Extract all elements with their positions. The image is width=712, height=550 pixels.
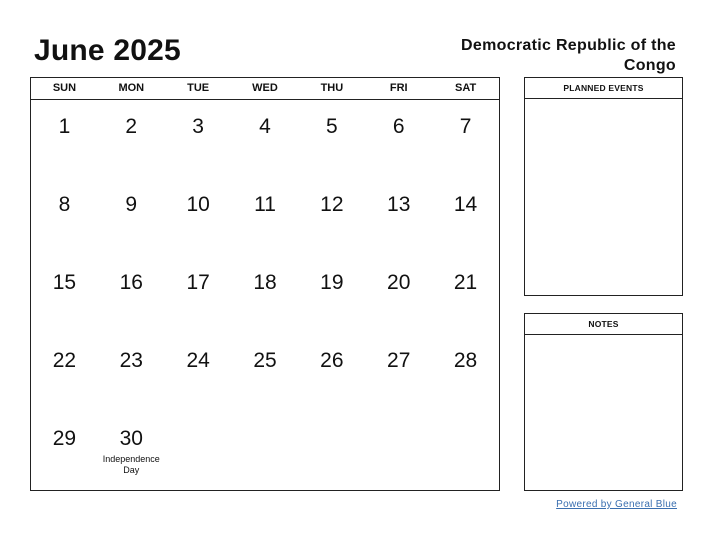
day-number: 16 xyxy=(119,271,143,294)
day-number: 23 xyxy=(119,349,143,372)
day-number: 25 xyxy=(253,349,277,372)
day-number: 8 xyxy=(58,193,71,216)
day-cell xyxy=(365,178,432,256)
weekday-header-row xyxy=(31,78,499,100)
day-number: 12 xyxy=(320,193,344,216)
day-number: 17 xyxy=(186,271,210,294)
day-number: 27 xyxy=(387,349,411,372)
day-number: 15 xyxy=(52,271,77,294)
day-number: 14 xyxy=(453,193,478,216)
day-cell xyxy=(298,334,365,412)
day-cell xyxy=(98,100,165,178)
day-number: 20 xyxy=(387,271,411,294)
day-cell xyxy=(31,412,98,490)
day-number: 19 xyxy=(320,271,344,294)
day-cell xyxy=(165,100,232,178)
day-cell xyxy=(232,100,299,178)
day-number: 13 xyxy=(387,193,411,216)
day-number: 1 xyxy=(58,115,71,138)
day-number: 6 xyxy=(392,115,405,138)
weekday-fri: FRI xyxy=(389,82,408,94)
weekday-wed: WED xyxy=(252,82,278,94)
day-number: 11 xyxy=(254,193,276,216)
day-cell xyxy=(432,412,499,490)
day-number: 18 xyxy=(253,271,277,294)
day-number: 10 xyxy=(186,193,210,216)
weekday-tue: TUE xyxy=(187,82,210,94)
day-cell xyxy=(298,100,365,178)
day-cell xyxy=(298,178,365,256)
day-number: 21 xyxy=(453,271,478,294)
day-number: 3 xyxy=(192,115,204,138)
day-cell xyxy=(31,178,98,256)
day-cell xyxy=(365,412,432,490)
day-cell xyxy=(432,334,499,412)
day-number: 5 xyxy=(326,115,338,138)
day-cell xyxy=(165,334,232,412)
planned-events-panel xyxy=(524,77,683,296)
day-cell xyxy=(165,256,232,334)
day-cell xyxy=(31,256,98,334)
day-number: 9 xyxy=(125,193,138,216)
day-number: 28 xyxy=(453,349,478,372)
day-cell xyxy=(98,334,165,412)
day-cell xyxy=(31,100,98,178)
weekday-sat: SAT xyxy=(454,82,477,94)
day-cell xyxy=(165,178,232,256)
day-number: 2 xyxy=(125,115,138,138)
day-cell xyxy=(432,100,499,178)
day-cell xyxy=(298,412,365,490)
day-cell xyxy=(365,100,432,178)
weekday-sun: SUN xyxy=(52,82,77,94)
planned-events-heading: PLANNED EVENTS xyxy=(525,78,682,99)
notes-panel xyxy=(524,313,683,491)
powered-by-link[interactable]: Powered by General Blue xyxy=(556,499,677,510)
day-cell xyxy=(298,256,365,334)
day-number: 22 xyxy=(52,349,77,372)
day-number: 24 xyxy=(186,349,210,372)
day-number: 29 xyxy=(52,427,77,450)
day-cell xyxy=(232,178,299,256)
day-number: 26 xyxy=(320,349,344,372)
weekday-thu: THU xyxy=(320,82,344,94)
day-cell xyxy=(165,412,232,490)
day-cell xyxy=(98,412,165,490)
day-cell xyxy=(98,178,165,256)
holiday-label: Independence Day xyxy=(102,454,160,475)
calendar-title: June 2025 xyxy=(34,34,181,67)
day-cell xyxy=(232,412,299,490)
weekday-mon: MON xyxy=(118,82,145,94)
country-name: Democratic Republic of the Congo xyxy=(461,37,676,74)
day-cell xyxy=(31,334,98,412)
day-cell xyxy=(365,334,432,412)
day-cell xyxy=(232,256,299,334)
calendar-grid xyxy=(30,77,500,491)
day-number: 30 xyxy=(119,427,143,450)
notes-heading: NOTES xyxy=(525,314,682,335)
days-grid xyxy=(31,100,499,490)
day-number: 4 xyxy=(259,115,271,138)
day-cell xyxy=(432,256,499,334)
day-cell xyxy=(432,178,499,256)
day-cell xyxy=(98,256,165,334)
day-number: 7 xyxy=(459,115,472,138)
day-cell xyxy=(365,256,432,334)
day-cell xyxy=(232,334,299,412)
